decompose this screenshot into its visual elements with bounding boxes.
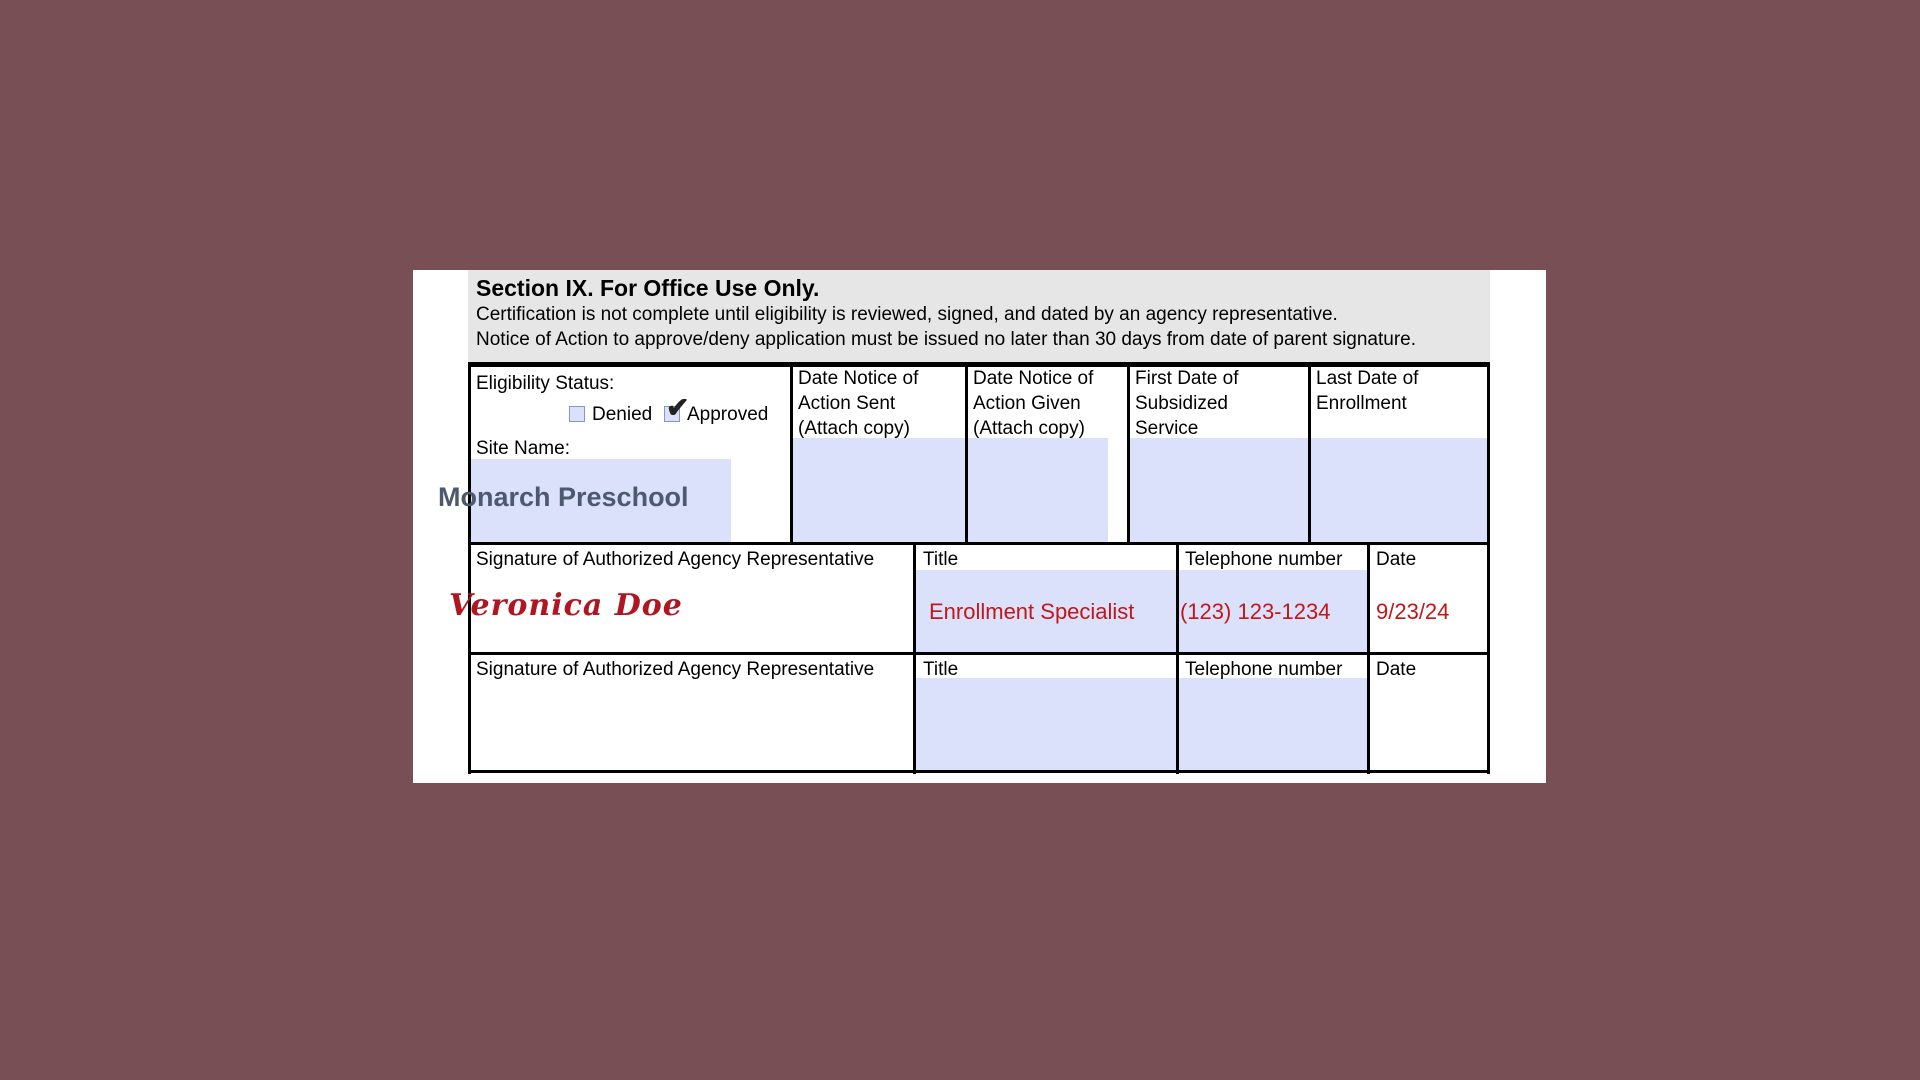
last-date-header-line: Last Date of: [1316, 368, 1419, 389]
title-label-1: Title: [923, 549, 959, 570]
date-value-1: 9/23/24: [1376, 599, 1450, 624]
notice-given-header-line: Date Notice of: [973, 368, 1094, 389]
notice-given-header-line: (Attach copy): [973, 418, 1085, 439]
grid-line: [1308, 365, 1311, 543]
signature-label-1: Signature of Authorized Agency Representative: [476, 549, 875, 570]
signature-label-2: Signature of Authorized Agency Representative: [476, 659, 875, 680]
grid-line: [965, 365, 968, 543]
notice-given-header-line: Action Given: [973, 393, 1081, 414]
phone-value-1: (123) 123-1234: [1180, 599, 1331, 624]
notice-given-field[interactable]: [968, 438, 1108, 542]
last-date-field[interactable]: [1311, 438, 1487, 542]
grid-line: [468, 542, 1490, 545]
title-label-2: Title: [923, 659, 959, 680]
grid-line: [1127, 365, 1130, 543]
notice-sent-header-line: (Attach copy): [798, 418, 910, 439]
notice-sent-header-line: Action Sent: [798, 393, 896, 414]
grid-line: [468, 652, 1490, 655]
notice-of-action-note: Notice of Action to approve/deny application must be issued no later than 30 days from date of parent signature.: [476, 329, 1417, 350]
denied-label: Denied: [592, 404, 653, 425]
section-header: [468, 270, 1490, 362]
phone-label-1: Telephone number: [1185, 549, 1343, 570]
notice-sent-header-line: Date Notice of: [798, 368, 919, 389]
date-label-2: Date: [1376, 659, 1417, 680]
phone-label-2: Telephone number: [1185, 659, 1343, 680]
grid-line: [1367, 543, 1370, 774]
grid-line: [913, 543, 916, 774]
site-name-label: Site Name:: [476, 438, 570, 459]
form-sheet: [413, 270, 1546, 783]
notice-sent-field[interactable]: [793, 438, 988, 542]
first-date-header-line: Subsidized: [1135, 393, 1228, 414]
first-date-header-line: Service: [1135, 418, 1199, 439]
first-date-header-line: First Date of: [1135, 368, 1239, 389]
last-date-header-line: Enrollment: [1316, 393, 1407, 414]
site-name-value: Monarch Preschool: [438, 482, 689, 512]
denied-checkbox[interactable]: [569, 406, 585, 422]
phone-field-2[interactable]: [1179, 678, 1367, 770]
grid-line: [468, 365, 471, 774]
title-field-2[interactable]: [916, 678, 1176, 770]
grid-line: [790, 365, 793, 543]
grid-line: [1176, 543, 1179, 774]
first-date-field[interactable]: [1130, 438, 1308, 542]
approved-label: Approved: [687, 404, 769, 425]
approved-checkmark-icon: ✔: [666, 392, 690, 423]
section-title: Section IX. For Office Use Only.: [476, 275, 820, 301]
eligibility-status-label: Eligibility Status:: [476, 373, 615, 394]
title-value-1: Enrollment Specialist: [929, 599, 1135, 624]
signature-value-1: Veronica Doe: [449, 588, 683, 623]
date-label-1: Date: [1376, 549, 1417, 570]
certification-note: Certification is not complete until eligibility is reviewed, signed, and dated by an agency representative.: [476, 304, 1338, 325]
grid-line: [1487, 365, 1490, 774]
grid-line: [468, 770, 1490, 773]
